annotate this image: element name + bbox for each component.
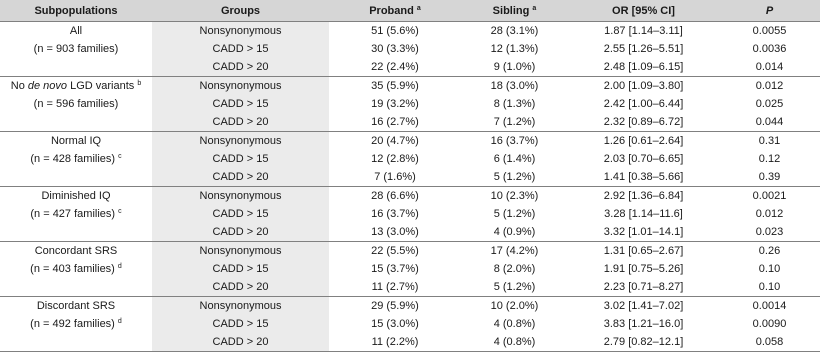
- p-value-cell: 0.023: [719, 223, 820, 242]
- sibling-cell: 18 (3.0%): [461, 77, 568, 96]
- p-value-cell: 0.31: [719, 132, 820, 151]
- sibling-cell: 17 (4.2%): [461, 242, 568, 261]
- p-value-cell: 0.012: [719, 205, 820, 223]
- table-row: [0, 77, 820, 96]
- p-value-cell: 0.10: [719, 260, 820, 278]
- subpopulation-cell: [0, 242, 152, 297]
- subpopulation-name: Concordant SRS: [34, 245, 118, 257]
- header-or-ci: OR [95% CI]: [568, 0, 719, 22]
- proband-cell: 35 (5.9%): [329, 77, 461, 96]
- subpopulation-count: (n = 903 families): [33, 43, 119, 55]
- sibling-cell: 6 (1.4%): [461, 150, 568, 168]
- p-value-cell: 0.0090: [719, 315, 820, 333]
- or-ci-cell: 2.42 [1.00–6.44]: [568, 95, 719, 113]
- p-value-cell: 0.26: [719, 242, 820, 261]
- or-ci-cell: 1.31 [0.65–2.67]: [568, 242, 719, 261]
- sibling-cell: 8 (2.0%): [461, 260, 568, 278]
- sibling-cell: 7 (1.2%): [461, 113, 568, 132]
- group-cell: Nonsynonymous: [152, 297, 329, 316]
- or-ci-cell: 1.91 [0.75–5.26]: [568, 260, 719, 278]
- sibling-cell: 8 (1.3%): [461, 95, 568, 113]
- proband-cell: 22 (5.5%): [329, 242, 461, 261]
- p-value-cell: 0.025: [719, 95, 820, 113]
- header-p-value: P: [719, 0, 820, 22]
- proband-cell: 13 (3.0%): [329, 223, 461, 242]
- sibling-cell: 4 (0.9%): [461, 223, 568, 242]
- header-subpopulations: Subpopulations: [0, 0, 152, 22]
- sibling-cell: 10 (2.0%): [461, 297, 568, 316]
- proband-cell: 11 (2.2%): [329, 333, 461, 352]
- subpopulation-name: Normal IQ: [50, 135, 102, 147]
- subpopulation-count: (n = 596 families): [33, 98, 119, 110]
- group-cell: CADD > 20: [152, 223, 329, 242]
- p-value-cell: 0.12: [719, 150, 820, 168]
- group-cell: Nonsynonymous: [152, 242, 329, 261]
- subpopulation-cell: [0, 22, 152, 77]
- p-value-cell: 0.044: [719, 113, 820, 132]
- header-sibling: Sibling $^a$: [461, 0, 568, 22]
- header-row: [0, 0, 820, 22]
- table-row: [0, 242, 820, 261]
- proband-cell: 51 (5.6%): [329, 22, 461, 41]
- sibling-cell: 10 (2.3%): [461, 187, 568, 206]
- group-cell: CADD > 15: [152, 205, 329, 223]
- or-ci-cell: 1.26 [0.61–2.64]: [568, 132, 719, 151]
- subpopulation-count: (n = 403 families) $^d$: [30, 263, 122, 275]
- or-ci-cell: 1.41 [0.38–5.66]: [568, 168, 719, 187]
- proband-cell: 20 (4.7%): [329, 132, 461, 151]
- subpopulation-count: (n = 428 families) $^c$: [30, 153, 122, 165]
- proband-cell: 11 (2.7%): [329, 278, 461, 297]
- sibling-cell: 4 (0.8%): [461, 315, 568, 333]
- subpopulation-name: Diminished IQ: [41, 190, 111, 202]
- p-value-cell: 0.0014: [719, 297, 820, 316]
- p-value-cell: 0.0021: [719, 187, 820, 206]
- subpopulation-name: Discordant SRS: [36, 300, 116, 312]
- p-value-cell: 0.014: [719, 58, 820, 77]
- proband-cell: 7 (1.6%): [329, 168, 461, 187]
- p-value-cell: 0.0036: [719, 40, 820, 58]
- table-body: [0, 22, 820, 352]
- or-ci-cell: 2.03 [0.70–6.65]: [568, 150, 719, 168]
- proband-cell: 15 (3.0%): [329, 315, 461, 333]
- subpopulation-name: All: [69, 25, 83, 37]
- or-ci-cell: 3.02 [1.41–7.02]: [568, 297, 719, 316]
- sibling-cell: 28 (3.1%): [461, 22, 568, 41]
- proband-cell: 28 (6.6%): [329, 187, 461, 206]
- sibling-cell: 5 (1.2%): [461, 278, 568, 297]
- group-cell: Nonsynonymous: [152, 132, 329, 151]
- or-ci-cell: 3.32 [1.01–14.1]: [568, 223, 719, 242]
- subpopulation-cell: [0, 187, 152, 242]
- or-ci-cell: 2.79 [0.82–12.1]: [568, 333, 719, 352]
- p-value-cell: 0.0055: [719, 22, 820, 41]
- group-cell: CADD > 15: [152, 260, 329, 278]
- header-groups: Groups: [152, 0, 329, 22]
- or-ci-cell: 2.48 [1.09–6.15]: [568, 58, 719, 77]
- table-row: [0, 187, 820, 206]
- group-cell: Nonsynonymous: [152, 187, 329, 206]
- group-cell: CADD > 20: [152, 58, 329, 77]
- sibling-cell: 5 (1.2%): [461, 168, 568, 187]
- table-row: [0, 132, 820, 151]
- p-value-cell: 0.012: [719, 77, 820, 96]
- sibling-cell: 5 (1.2%): [461, 205, 568, 223]
- or-ci-cell: 3.83 [1.21–16.0]: [568, 315, 719, 333]
- subpopulation-name: No de novo LGD variants $^b$: [10, 80, 142, 92]
- subpopulation-count: (n = 427 families) $^c$: [30, 208, 122, 220]
- proband-cell: 16 (2.7%): [329, 113, 461, 132]
- group-cell: CADD > 15: [152, 150, 329, 168]
- group-cell: CADD > 15: [152, 315, 329, 333]
- proband-cell: 30 (3.3%): [329, 40, 461, 58]
- sibling-cell: 9 (1.0%): [461, 58, 568, 77]
- proband-cell: 19 (3.2%): [329, 95, 461, 113]
- or-ci-cell: 3.28 [1.14–11.6]: [568, 205, 719, 223]
- subpopulation-cell: [0, 77, 152, 132]
- group-cell: CADD > 20: [152, 278, 329, 297]
- p-value-cell: 0.10: [719, 278, 820, 297]
- header-proband: Proband $^a$: [329, 0, 461, 22]
- proband-cell: 29 (5.9%): [329, 297, 461, 316]
- or-ci-cell: 2.55 [1.26–5.51]: [568, 40, 719, 58]
- proband-cell: 15 (3.7%): [329, 260, 461, 278]
- group-cell: Nonsynonymous: [152, 22, 329, 41]
- table-row: [0, 297, 820, 316]
- or-ci-cell: 2.23 [0.71–8.27]: [568, 278, 719, 297]
- subpopulation-cell: [0, 297, 152, 352]
- proband-cell: 16 (3.7%): [329, 205, 461, 223]
- sibling-cell: 12 (1.3%): [461, 40, 568, 58]
- group-cell: CADD > 15: [152, 95, 329, 113]
- proband-cell: 12 (2.8%): [329, 150, 461, 168]
- p-value-cell: 0.39: [719, 168, 820, 187]
- group-cell: CADD > 20: [152, 333, 329, 352]
- table-row: [0, 22, 820, 41]
- subpopulation-count: (n = 492 families) $^d$: [30, 318, 122, 330]
- sibling-cell: 4 (0.8%): [461, 333, 568, 352]
- proband-cell: 22 (2.4%): [329, 58, 461, 77]
- or-ci-cell: 2.92 [1.36–6.84]: [568, 187, 719, 206]
- subpopulation-cell: [0, 132, 152, 187]
- p-value-cell: 0.058: [719, 333, 820, 352]
- group-cell: CADD > 20: [152, 113, 329, 132]
- or-ci-cell: 2.00 [1.09–3.80]: [568, 77, 719, 96]
- group-cell: CADD > 20: [152, 168, 329, 187]
- or-ci-cell: 1.87 [1.14–3.11]: [568, 22, 719, 41]
- group-cell: Nonsynonymous: [152, 77, 329, 96]
- or-ci-cell: 2.32 [0.89–6.72]: [568, 113, 719, 132]
- group-cell: CADD > 15: [152, 40, 329, 58]
- sibling-cell: 16 (3.7%): [461, 132, 568, 151]
